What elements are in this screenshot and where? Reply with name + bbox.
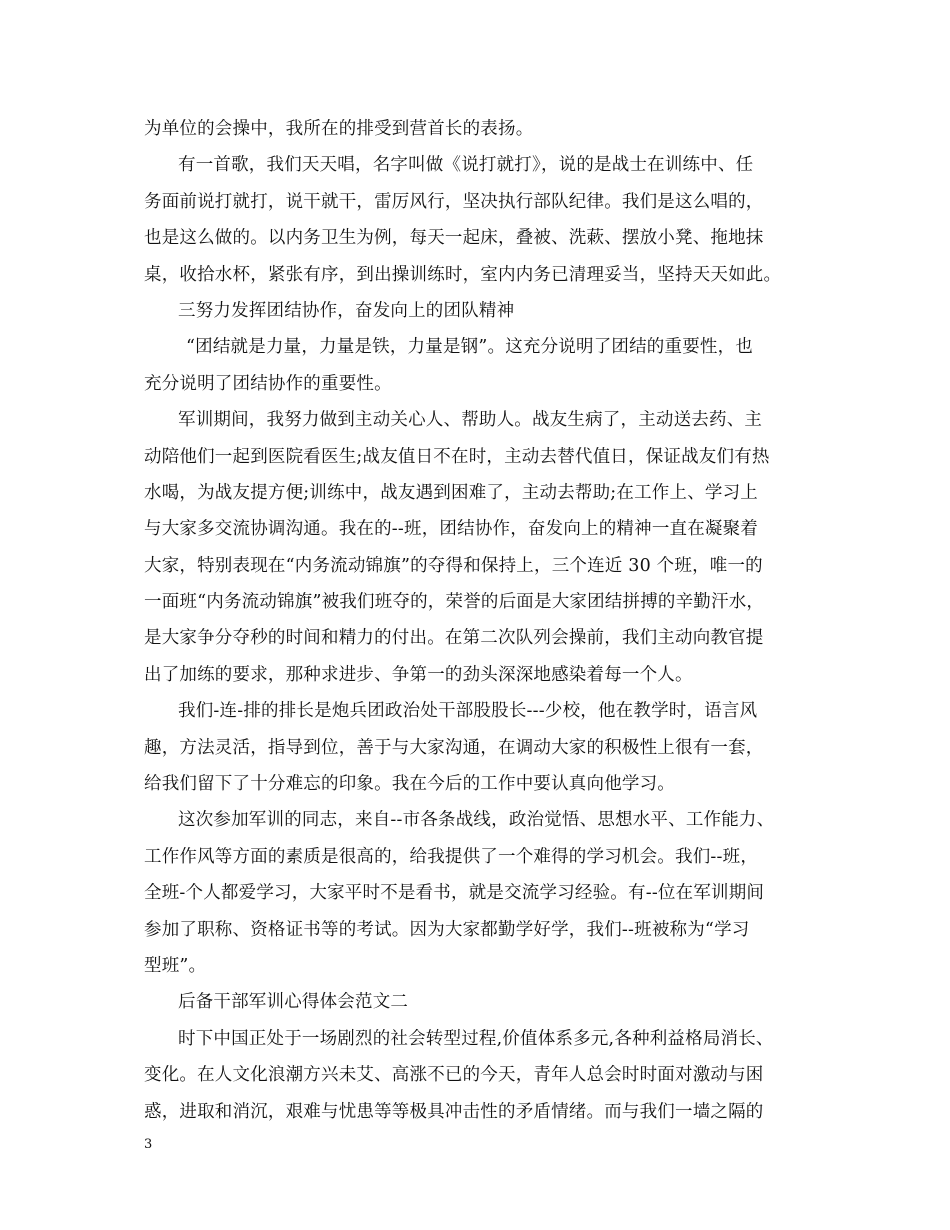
text-line: 充分说明了团结协作的重要性。 — [144, 373, 392, 394]
paragraph-start-line: 军训期间，我努力做到主动关心人、帮助人。战友生病了，主动送去药、主 — [178, 410, 763, 431]
paragraph-start-line: 有一首歌，我们天天唱，名字叫做《说打就打》，说的是战士在训练中、任 — [178, 155, 754, 176]
paragraph-start-line: “团结就是力量，力量是铁，力量是钢”。这充分说明了团结的重要性，也 — [186, 337, 753, 358]
text-line: 务面前说打就打，说干就干，雷厉风行，坚决执行部队纪律。我们是这么唱的， — [144, 191, 764, 212]
text-line: 型班”。 — [144, 955, 207, 976]
text-line: 给我们留下了十分难忘的印象。我在今后的工作中要认真向他学习。 — [144, 774, 675, 795]
text-line: 工作作风等方面的素质是很高的，给我提供了一个难得的学习机会。我们--班， — [144, 846, 759, 867]
text-line: 参加了职称、资格证书等的考试。因为大家都勤学好学，我们--班被称为“学习 — [144, 919, 750, 940]
text-line: 趣，方法灵活，指导到位，善于与大家沟通，在调动大家的积极性上很有一套， — [144, 737, 764, 758]
text-line: 也是这么做的。以内务卫生为例，每天一起床，叠被、洗蔌、摆放小凳、拖地抹 — [144, 228, 764, 249]
text-line: 惑，进取和消沉，艰难与忧患等等极具冲击性的矛盾情绪。而与我们一墙之隔的 — [144, 1101, 764, 1122]
paragraph-start-line: 时下中国正处于一场剧烈的社会转型过程,价值体系多元,各种利益格局消长、 — [178, 1028, 774, 1049]
section-heading: 三努力发挥团结协作，奋发向上的团队精神 — [178, 300, 515, 321]
text-line: 出了加练的要求，那种求进步、争第一的劲头深深地感染着每一个人。 — [144, 664, 693, 685]
text-line: 动陪他们一起到医院看医生;战友值日不在时，主动去替代值日，保证战友们有热 — [144, 446, 770, 467]
document-body — [144, 111, 814, 1130]
text-line: 全班-个人都爱学习，大家平时不是看书，就是交流学习经验。有--位在军训期间 — [144, 883, 765, 904]
text-line: 是大家争分夺秒的时间和精力的付出。在第二次队列会操前，我们主动向教官提 — [144, 628, 764, 649]
text-line: 水喝，为战友提方便;训练中，战友遇到困难了，主动去帮助;在工作上、学习上 — [144, 482, 758, 503]
text-line: 为单位的会操中，我所在的排受到营首长的表扬。 — [144, 119, 534, 139]
text-line: 大家，特别表现在“内务流动锦旗”的夺得和保持上，三个连近 30 个班，唯一的 — [144, 555, 763, 576]
text-line: 变化。在人文化浪潮方兴未艾、高涨不已的今天，青年人总会时时面对激动与困 — [144, 1065, 764, 1086]
paragraph-start-line: 这次参加军训的同志，来自--市各条战线，政治觉悟、思想水平、工作能力、 — [178, 810, 775, 831]
section-heading: 后备干部军训心得体会范文二 — [178, 992, 409, 1013]
paragraph-start-line: 我们-连-排的排长是炮兵团政治处干部股股长---少校，他在教学时，语言风 — [178, 701, 758, 722]
page-number: 3 — [144, 1137, 153, 1152]
text-line: 桌，收拾水杯，紧张有序，到出操训练时，室内内务已清理妥当，坚持天天如此。 — [144, 264, 782, 285]
text-line: 与大家多交流协调沟通。我在的--班，团结协作，奋发向上的精神一直在凝聚着 — [144, 519, 759, 540]
text-line: 一面班“内务流动锦旗”被我们班夺的，荣誉的后面是大家团结拼搏的辛勤汗水， — [144, 592, 765, 613]
